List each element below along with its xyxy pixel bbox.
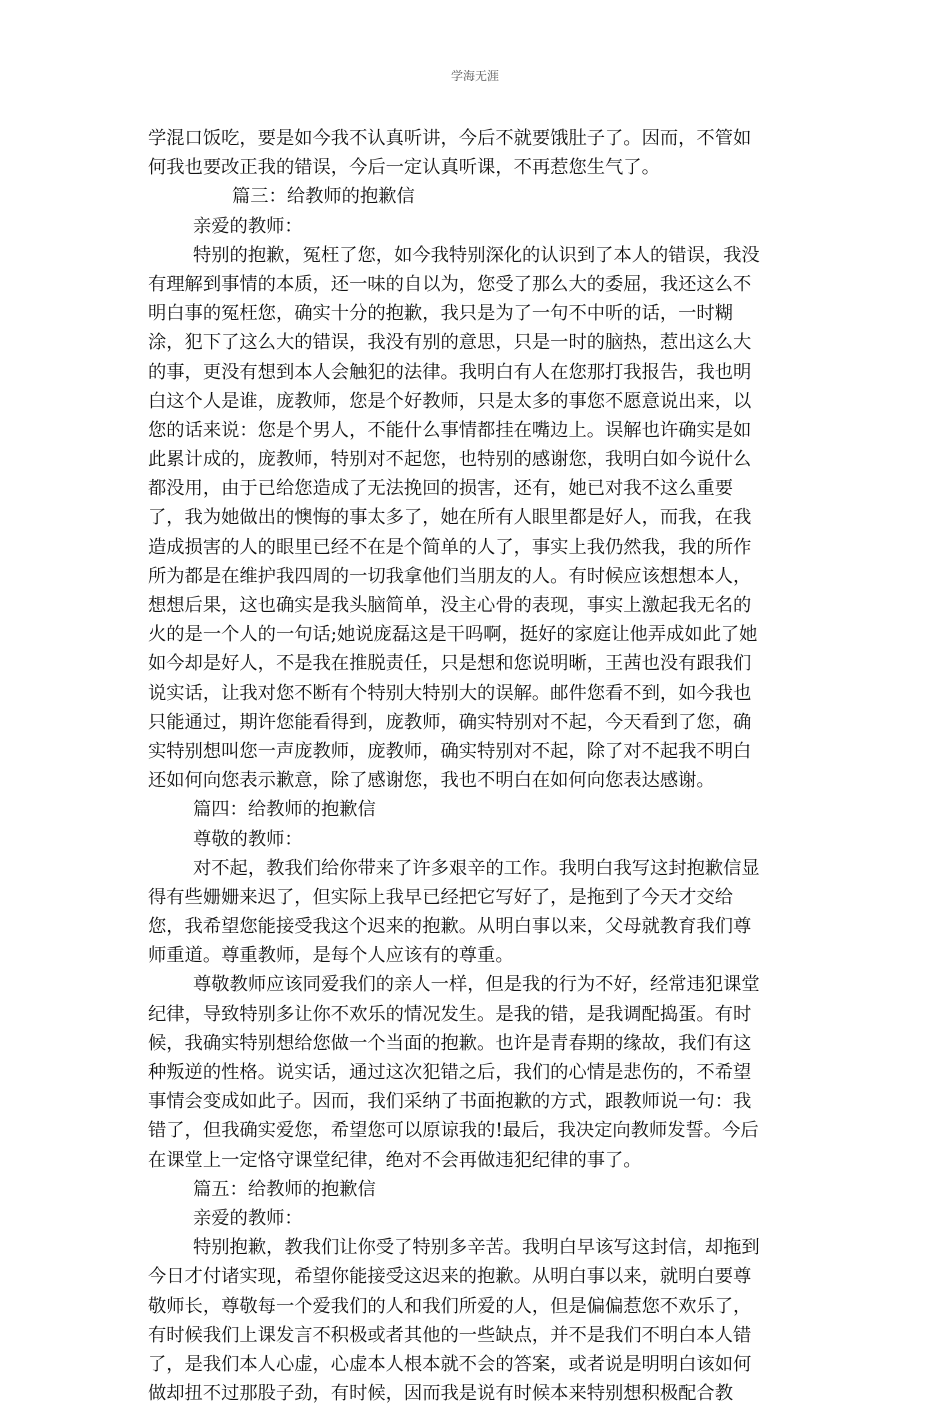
text-line: 说实话，让我对您不断有个特别大特别大的误解。邮件您看不到，如今我也 [148,682,752,704]
salutation: 尊敬的教师： [193,828,303,850]
text-line: 白这个人是谁，庞教师，您是个好教师，只是太多的事您不愿意说出来，以 [148,390,752,412]
text-line: 事情会变成如此子。因而，我们采纳了书面抱歉的方式，跟教师说一句：我 [148,1091,752,1113]
text-line: 有理解到事情的本质，还一味的自以为，您受了那么大的委屈，我还这么不 [148,273,752,295]
text-line: 师重道。尊重教师，是每个人应该有的尊重。 [148,945,514,967]
text-line: 明白事的冤枉您，确实十分的抱歉，我只是为了一句不中听的话，一时糊 [148,303,733,325]
text-line: 了，是我们本人心虚，心虚本人根本就不会的答案，或者说是明明白该如何 [148,1353,752,1375]
section-heading: 篇四：给教师的抱歉信 [193,799,376,821]
text-line: 在课堂上一定恪守课堂纪律，绝对不会再做违犯纪律的事了。 [148,1149,642,1171]
text-line: 涂，犯下了这么大的错误，我没有别的意思，只是一时的脑热，惹出这么大 [148,332,752,354]
text-line: 候，我确实特别想给您做一个当面的抱歉。也许是青春期的缘故，我们有这 [148,1032,752,1054]
text-line: 今日才付诸实现，希望你能接受这迟来的抱歉。从明白事以来，就明白要尊 [148,1266,752,1288]
text-line: 种叛逆的性格。说实话，通过这次犯错之后，我们的心情是悲伤的，不希望 [148,1062,752,1083]
text-line: 做却扭不过那股子劲，有时候，因而我是说有时候本来特别想积极配合教 [148,1383,733,1405]
text-line: 如今却是好人，不是我在推脱责任，只是想和您说明晰，王茜也没有跟我们 [148,653,752,675]
text-line: 您，我希望您能接受我这个迟来的抱歉。从明白事以来，父母就教育我们尊 [148,916,752,938]
text-line: 还如何向您表示歉意，除了感谢您，我也不明白在如何向您表达感谢。 [148,770,715,792]
text-line: 特别抱歉，教我们让你受了特别多辛苦。我明白早该写这封信，却拖到 [193,1237,760,1259]
section-heading: 篇三：给教师的抱歉信 [232,186,415,208]
text-line: 敬师长，尊敬每一个爱我们的人和我们所爱的人，但是偏偏惹您不欢乐了， [148,1295,752,1317]
text-line: 何我也要改正我的错误，今后一定认真听课，不再惹您生气了。 [148,157,660,179]
text-line: 特别的抱歉，冤枉了您，如今我特别深化的认识到了本人的错误，我没 [193,244,760,266]
section-heading: 篇五：给教师的抱歉信 [193,1178,376,1200]
salutation: 亲爱的教师： [193,1207,303,1229]
document-body [148,124,793,1408]
text-line: 的事，更没有想到本人会触犯的法律。我明白有人在您那打我报告，我也明 [148,361,752,383]
text-line: 想想后果，这也确实是我头脑简单，没主心骨的表现，事实上激起我无名的 [148,595,752,616]
text-line: 此累计成的，庞教师，特别对不起您，也特别的感谢您，我明白如今说什么 [148,449,752,471]
text-line: 对不起，教我们给你带来了许多艰辛的工作。我明白我写这封抱歉信显 [193,857,760,879]
text-line: 错了，但我确实爱您，希望您可以原谅我的!最后，我决定向教师发誓。今后 [148,1120,759,1142]
page-header: 学海无涯 [450,69,499,83]
text-line: 有时候我们上课发言不积极或者其他的一些缺点，并不是我们不明白本人错 [148,1324,752,1346]
text-line: 火的是一个人的一句话;她说庞磊这是干吗啊，挺好的家庭让他弄成如此了她 [148,624,758,646]
text-line: 得有些姗姗来迟了，但实际上我早已经把它写好了，是拖到了今天才交给 [148,886,733,908]
text-line: 造成损害的人的眼里已经不在是个简单的人了，事实上我仍然我，我的所作 [148,536,752,558]
text-line: 纪律，导致特别多让你不欢乐的情况发生。是我的错，是我调配捣蛋。有时 [148,1003,752,1025]
text-line: 了，我为她做出的懊悔的事太多了，她在所有人眼里都是好人，而我，在我 [148,507,752,529]
text-line: 您的话来说：您是个男人，不能什么事情都挂在嘴边上。误解也许确实是如 [148,419,752,441]
salutation: 亲爱的教师： [193,215,303,237]
text-line: 学混口饭吃，要是如今我不认真听讲，今后不就要饿肚子了。因而，不管如 [148,128,752,149]
text-line: 所为都是在维护我四周的一切我拿他们当朋友的人。有时候应该想想本人， [148,565,752,587]
text-line: 实特别想叫您一声庞教师，庞教师，确实特别对不起，除了对不起我不明白 [148,740,752,762]
text-line: 尊敬教师应该同爱我们的亲人一样，但是我的行为不好，经常违犯课堂 [193,974,760,996]
text-line: 都没用，由于已给您造成了无法挽回的损害，还有，她已对我不这么重要 [148,478,733,500]
text-line: 只能通过，期许您能看得到，庞教师，确实特别对不起，今天看到了您，确 [148,711,752,733]
